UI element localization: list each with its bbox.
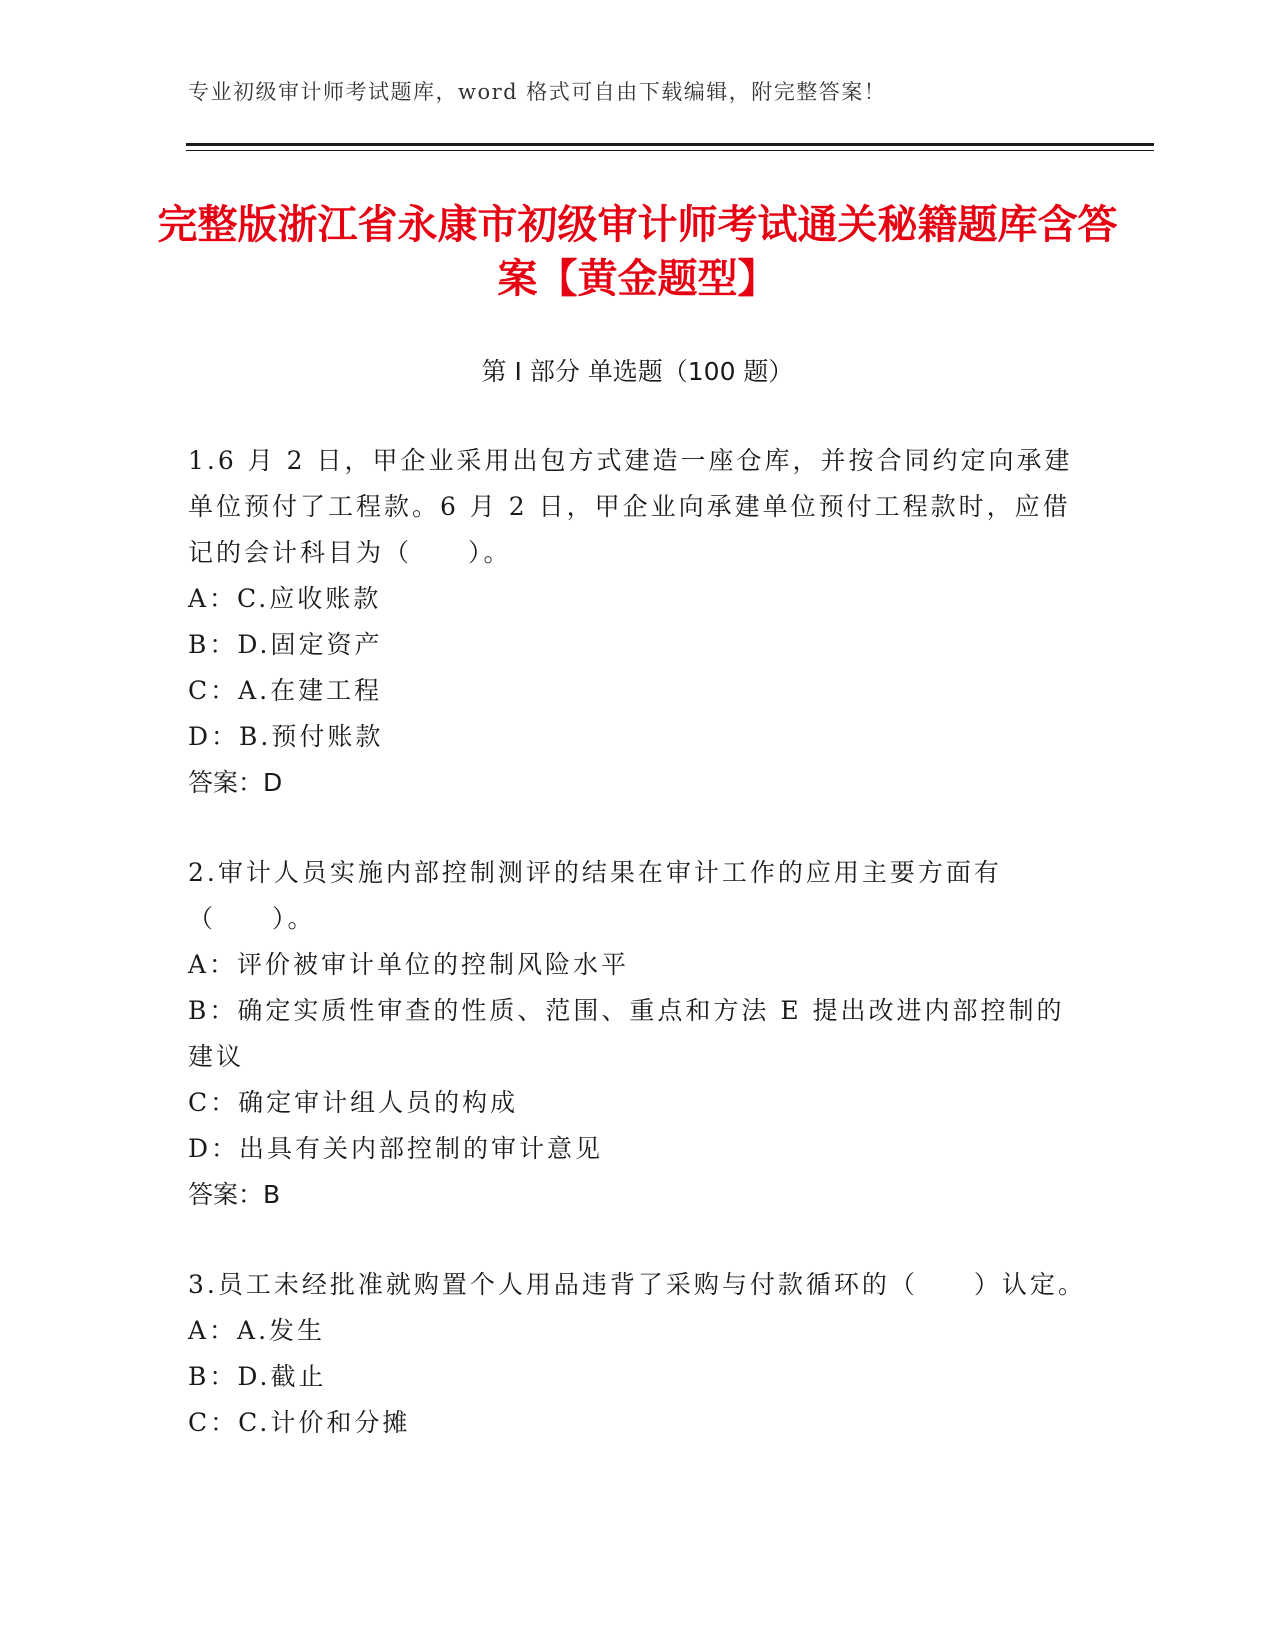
option-c: C：确定审计组人员的构成 xyxy=(188,1088,519,1117)
option-c: C：A.在建工程 xyxy=(188,676,383,705)
header-rule-thick xyxy=(186,143,1154,146)
option-b: B：D.截止 xyxy=(188,1362,327,1391)
option-a: A：C.应收账款 xyxy=(188,584,382,613)
option-b: B：确定实质性审查的性质、范围、重点和方法 E 提出改进内部控制的建议 xyxy=(188,996,1065,1071)
option-d: D：出具有关内部控制的审计意见 xyxy=(188,1134,604,1163)
option-b: B：D.固定资产 xyxy=(188,630,383,659)
answer: 答案：D xyxy=(188,768,283,797)
option-d: D：B.预付账款 xyxy=(188,722,384,751)
header-rule-thin xyxy=(186,150,1154,151)
question-stem: 1.6 月 2 日，甲企业采用出包方式建造一座仓库，并按合同约定向承建单位预付了工程款。6 月 2 日，甲企业向承建单位预付工程款时，应借记的会计科目为（ ）。 xyxy=(188,446,1073,567)
option-a: A：评价被审计单位的控制风险水平 xyxy=(188,950,630,979)
document-title: 完整版浙江省永康市初级审计师考试通关秘籍题库含答案【黄金题型】 xyxy=(157,202,1118,302)
question-2 xyxy=(188,850,1088,1218)
question-stem: 3.员工未经批准就购置个人用品违背了采购与付款循环的（ ）认定。 xyxy=(188,1270,1086,1299)
answer: 答案：B xyxy=(188,1180,281,1209)
question-3 xyxy=(188,1262,1088,1446)
option-a: A：A.发生 xyxy=(188,1316,326,1345)
section-title: 第 I 部分 单选题（100 题） xyxy=(481,357,794,386)
question-1 xyxy=(188,438,1088,806)
question-list xyxy=(188,438,1088,1490)
header-note: 专业初级审计师考试题库，word 格式可自由下载编辑，附完整答案！ xyxy=(188,80,887,104)
question-stem: 2.审计人员实施内部控制测评的结果在审计工作的应用主要方面有（ ）。 xyxy=(188,858,1002,933)
option-c: C：C.计价和分摊 xyxy=(188,1408,411,1437)
